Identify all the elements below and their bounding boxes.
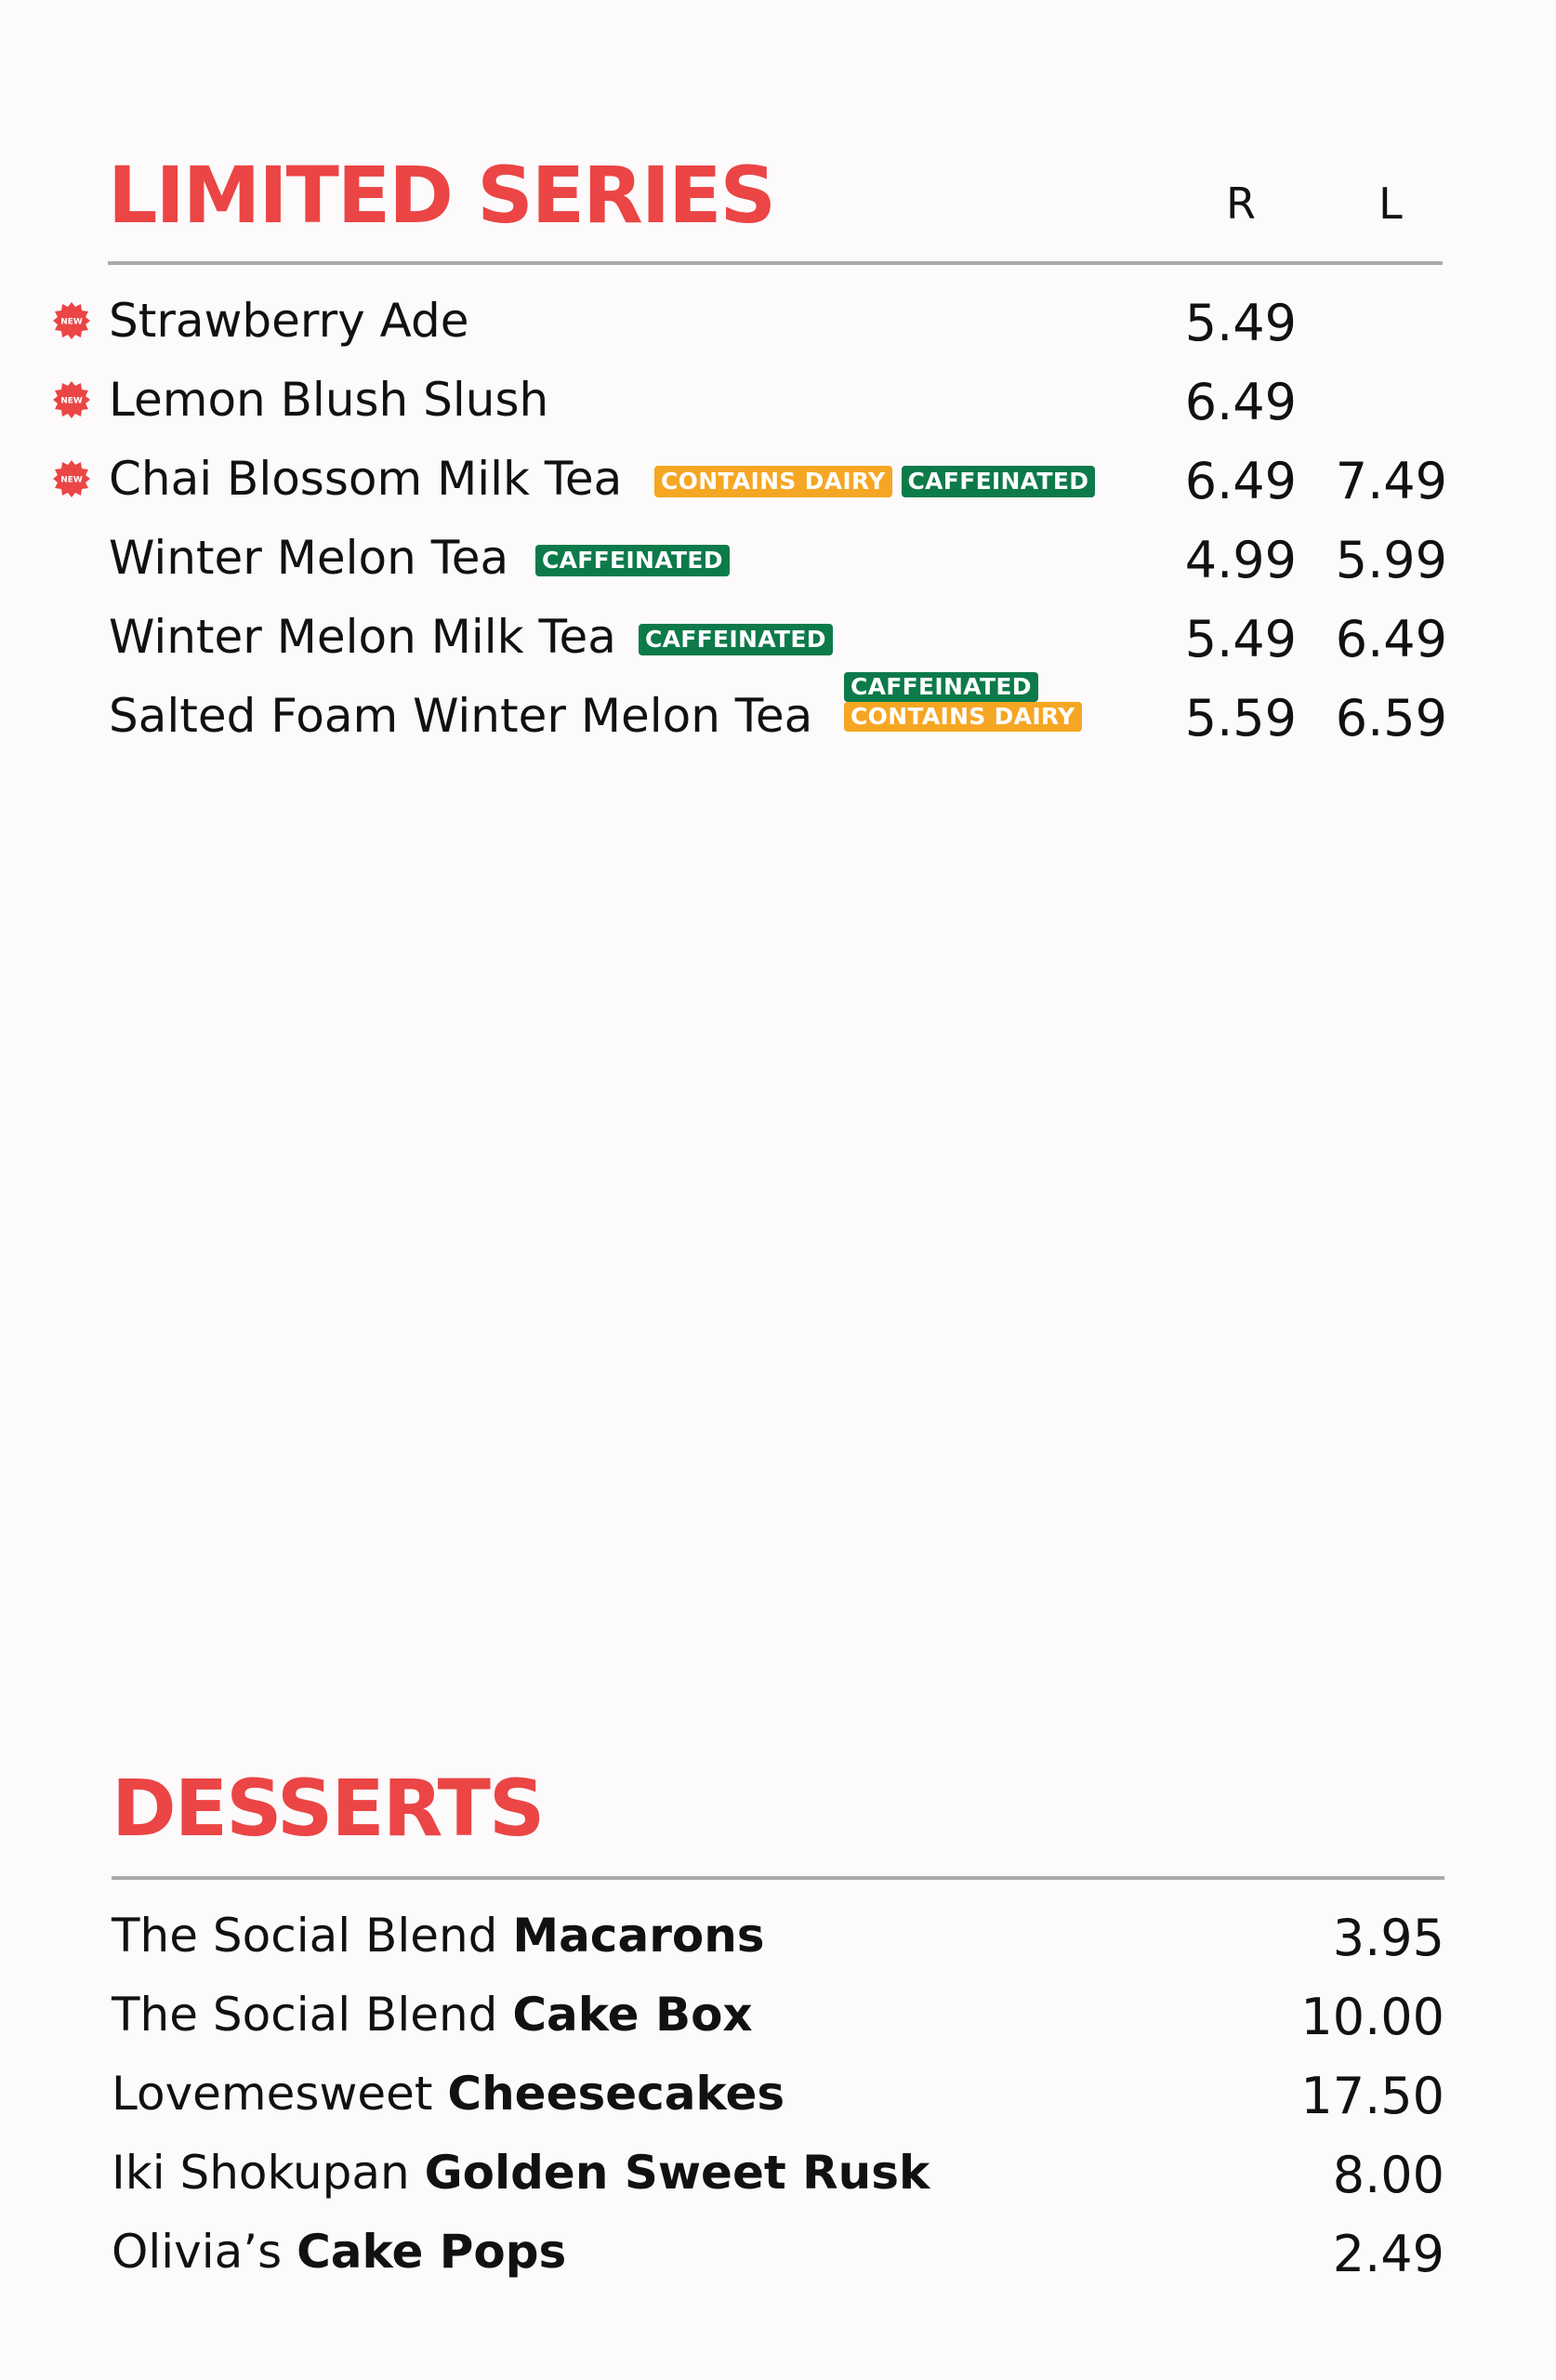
contains-dairy-tag: CONTAINS DAIRY	[654, 466, 892, 497]
dessert-price: 2.49	[1332, 2225, 1444, 2283]
dessert-price: 17.50	[1300, 2067, 1444, 2125]
new-badge-icon	[52, 380, 91, 419]
caffeinated-tag: CAFFEINATED	[639, 624, 833, 655]
dessert-price: 10.00	[1300, 1988, 1444, 2046]
price-large: 6.59	[1335, 689, 1447, 747]
dessert-item-row[interactable]	[0, 1899, 1556, 1978]
item-name: Winter Melon Tea	[109, 531, 509, 585]
price-regular: 6.49	[1184, 452, 1297, 510]
price-large: 7.49	[1335, 452, 1447, 510]
caffeinated-tag: CAFFEINATED	[902, 466, 1096, 497]
dessert-name	[112, 2069, 785, 2120]
desserts-title: DESSERTS	[112, 1763, 544, 1854]
dessert-brand: Iki Shokupan	[112, 2146, 410, 2200]
size-regular-header: R	[1226, 178, 1256, 229]
dessert-name	[112, 2227, 566, 2278]
dessert-item-row[interactable]	[0, 1978, 1556, 2057]
dessert-product: Macarons	[512, 1909, 765, 1963]
svg-text:NEW: NEW	[60, 396, 83, 406]
item-name: Lemon Blush Slush	[109, 373, 549, 427]
dessert-product: Cake Box	[512, 1988, 753, 2042]
dessert-item-row[interactable]	[0, 2136, 1556, 2215]
dessert-name	[112, 2148, 930, 2199]
dessert-brand: Olivia’s	[112, 2225, 283, 2279]
price-regular: 5.49	[1184, 610, 1297, 668]
item-name: Strawberry Ade	[109, 294, 469, 348]
contains-dairy-tag: CONTAINS DAIRY	[844, 702, 1082, 732]
menu-item-row[interactable]	[0, 601, 1556, 680]
menu-item-row[interactable]	[0, 284, 1556, 364]
dessert-price: 8.00	[1332, 2146, 1444, 2204]
menu-item-row[interactable]	[0, 673, 1556, 759]
price-large: 5.99	[1335, 531, 1447, 589]
menu-item-row[interactable]	[0, 364, 1556, 443]
dessert-item-row[interactable]	[0, 2215, 1556, 2294]
price-regular: 4.99	[1184, 531, 1297, 589]
dessert-name	[112, 1911, 765, 1962]
dessert-brand: Lovemesweet	[112, 2067, 433, 2121]
price-regular: 5.59	[1184, 689, 1297, 747]
item-tags	[639, 624, 842, 655]
item-tags	[844, 672, 1082, 732]
item-name: Chai Blossom Milk Tea	[109, 452, 623, 506]
item-tags	[654, 466, 1104, 497]
new-badge-icon	[52, 459, 91, 498]
dessert-item-row[interactable]	[0, 2057, 1556, 2136]
price-large: 6.49	[1335, 610, 1447, 668]
dessert-product: Cheesecakes	[447, 2067, 785, 2121]
dessert-name	[112, 1990, 753, 2041]
size-large-header: L	[1378, 178, 1403, 229]
dessert-product: Cake Pops	[297, 2225, 567, 2279]
item-name: Winter Melon Milk Tea	[109, 610, 616, 664]
dessert-brand: The Social Blend	[112, 1909, 498, 1963]
menu-item-row[interactable]	[0, 522, 1556, 601]
limited-divider	[108, 261, 1443, 265]
menu-item-row[interactable]	[0, 443, 1556, 522]
new-badge-icon	[52, 301, 91, 340]
item-tags	[535, 545, 739, 576]
svg-text:NEW: NEW	[60, 475, 83, 485]
price-regular: 6.49	[1184, 373, 1297, 431]
dessert-price: 3.95	[1332, 1909, 1444, 1967]
price-regular: 5.49	[1184, 294, 1297, 352]
dessert-brand: The Social Blend	[112, 1988, 498, 2042]
limited-series-title: LIMITED SERIES	[108, 150, 774, 241]
item-name: Salted Foam Winter Melon Tea	[109, 689, 813, 743]
caffeinated-tag: CAFFEINATED	[535, 545, 730, 576]
caffeinated-tag: CAFFEINATED	[844, 672, 1038, 702]
desserts-divider	[112, 1876, 1444, 1880]
svg-text:NEW: NEW	[60, 317, 83, 327]
dessert-product: Golden Sweet Rusk	[424, 2146, 930, 2200]
